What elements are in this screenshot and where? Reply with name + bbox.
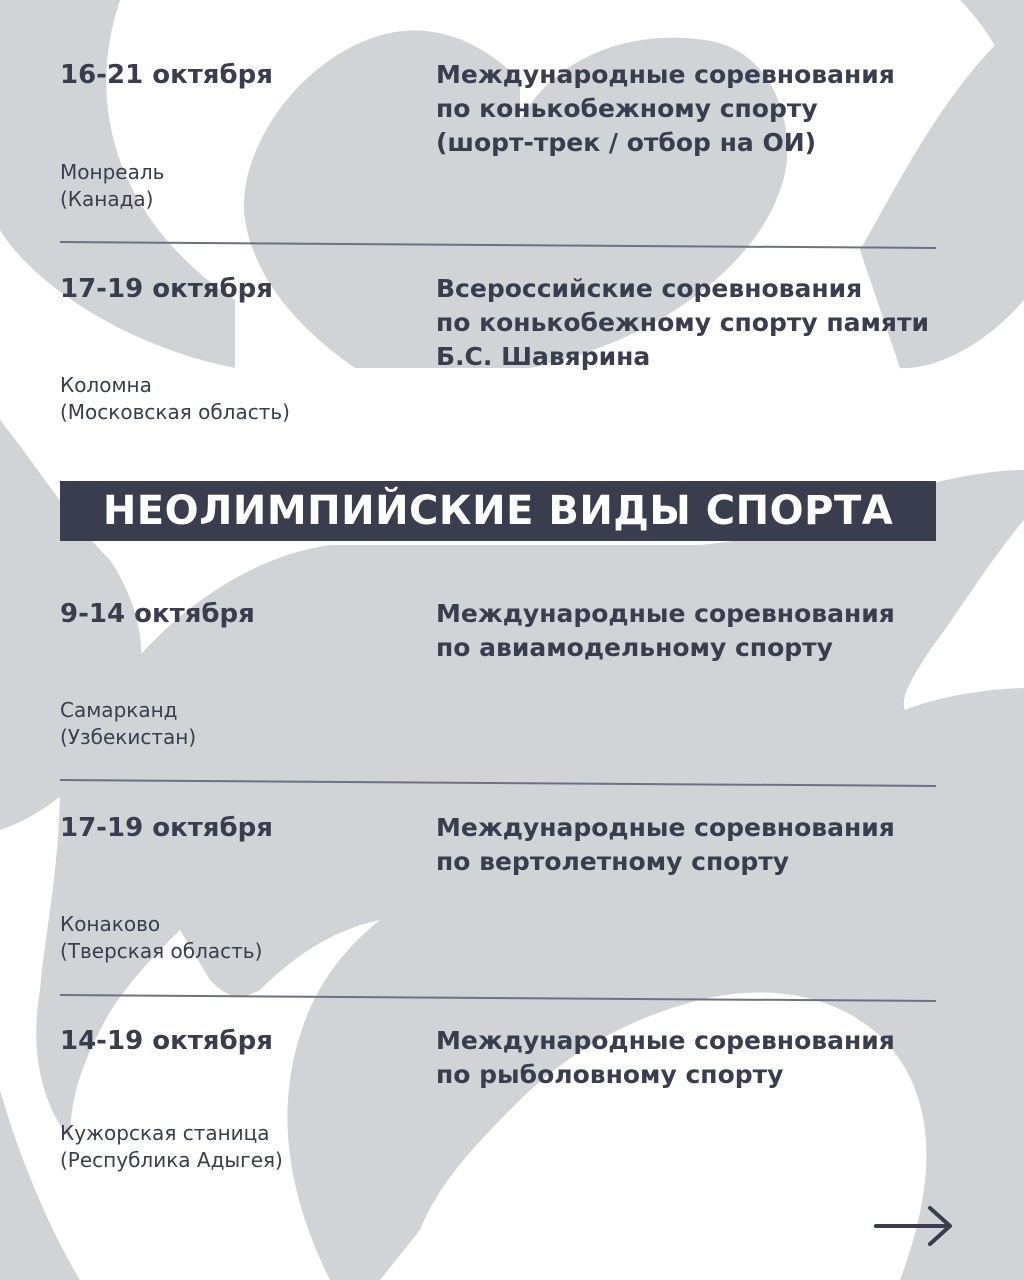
event-item (60, 58, 936, 218)
event-place (60, 159, 164, 213)
divider (60, 776, 938, 790)
event-item (60, 811, 936, 971)
event-title (436, 811, 946, 879)
event-title-line: по конькобежному спорту памяти (436, 308, 929, 337)
arrow-right-icon[interactable] (874, 1204, 954, 1248)
event-place-city: Монреаль (60, 160, 165, 184)
event-place (60, 911, 262, 965)
event-date: 17-19 октября (60, 813, 273, 843)
event-title-line: по рыболовному спорту (436, 1060, 784, 1089)
event-place-region: (Республика Адыгея) (60, 1148, 283, 1172)
event-place-city: Самарканд (60, 698, 178, 722)
event-title-line: Международные соревнования (436, 813, 895, 842)
event-date: 14-19 октября (60, 1026, 273, 1056)
event-title (436, 272, 946, 374)
event-title-line: по вертолетному спорту (436, 847, 790, 876)
event-title-line: Б.С. Шавярина (436, 342, 651, 371)
event-date: 17-19 октября (60, 274, 273, 304)
event-title (436, 597, 946, 665)
event-place-region: (Канада) (60, 187, 154, 211)
event-place (60, 697, 196, 751)
section-header: НЕОЛИМПИЙСКИЕ ВИДЫ СПОРТА (60, 481, 936, 541)
event-title-line: Всероссийские соревнования (436, 274, 863, 303)
event-item (60, 1024, 936, 1184)
event-place-region: (Узбекистан) (60, 725, 197, 749)
event-title-line: Международные соревнования (436, 599, 895, 628)
event-title-line: по конькобежному спорту (436, 94, 818, 123)
event-title-line: Международные соревнования (436, 1026, 895, 1055)
event-place-region: (Тверская область) (60, 939, 263, 963)
event-place (60, 1120, 283, 1174)
event-date: 16-21 октября (60, 60, 273, 90)
event-item (60, 597, 936, 757)
event-place-region: (Московская область) (60, 400, 290, 424)
event-title (436, 58, 946, 160)
event-title-line: Международные соревнования (436, 60, 895, 89)
event-place-city: Конаково (60, 912, 161, 936)
event-title-line: по авиамодельному спорту (436, 633, 833, 662)
event-title-line: (шорт-трек / отбор на ОИ) (436, 128, 817, 157)
divider (60, 991, 938, 1005)
divider (60, 238, 938, 252)
event-title (436, 1024, 946, 1092)
event-item (60, 272, 936, 432)
event-place-city: Кужорская станица (60, 1121, 270, 1145)
event-date: 9-14 октября (60, 599, 255, 629)
event-place (60, 372, 290, 426)
event-place-city: Коломна (60, 373, 152, 397)
